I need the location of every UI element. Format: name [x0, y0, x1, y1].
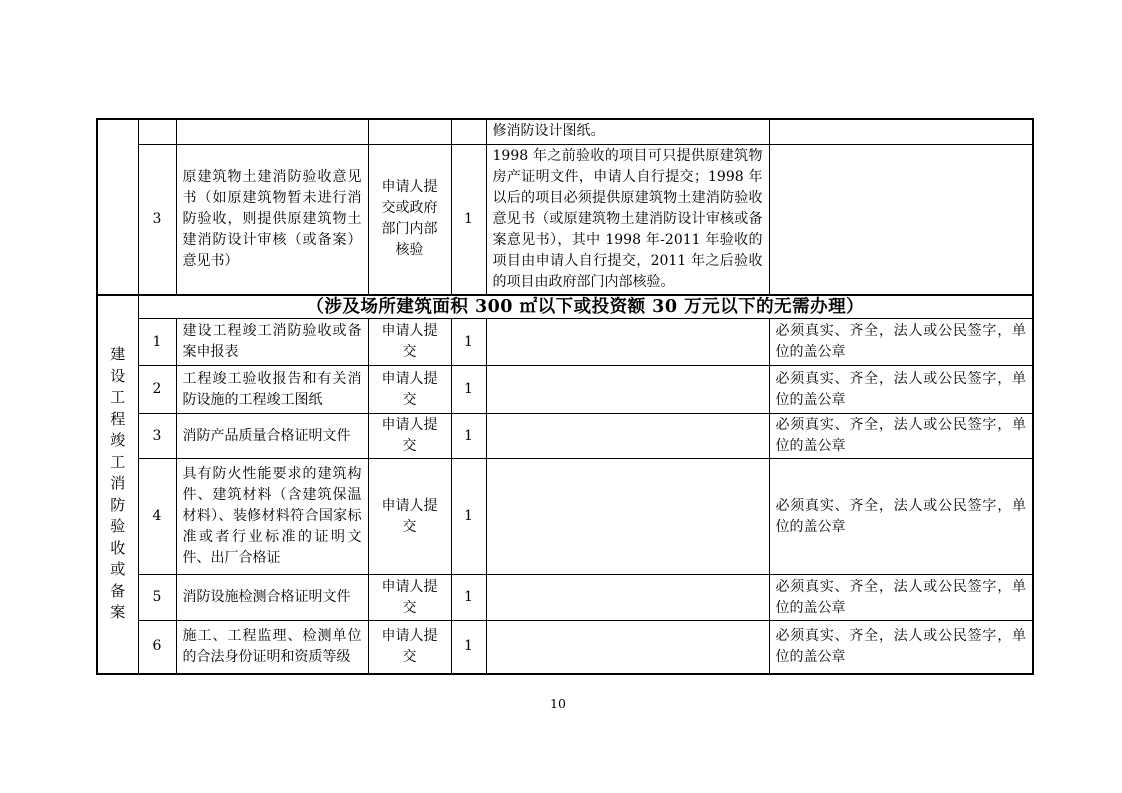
item-name-cell: [176, 119, 368, 144]
row-number-cell: 6: [138, 621, 176, 674]
row-number-cell: 5: [138, 575, 176, 621]
item-name-cell: 具有防火性能要求的建筑构件、建筑材料（含建筑保温材料）、装修材料符合国家标准或者行业标准的证明文件、出厂合格证: [176, 459, 368, 575]
row-number-cell: [138, 119, 176, 144]
copy-count-cell: [451, 119, 486, 144]
copy-count-cell: 1: [451, 575, 486, 621]
submit-method-cell: 申请人提交: [368, 414, 451, 459]
description-cell: 修消防设计图纸。: [486, 119, 769, 144]
page-number: 10: [550, 696, 566, 711]
copy-count-cell: 1: [451, 414, 486, 459]
copy-count-cell: 1: [451, 459, 486, 575]
submit-method-cell: 申请人提交: [368, 319, 451, 366]
category-cell-bottom: 建设工程竣工消防验收或备案: [97, 295, 138, 674]
description-cell: [486, 414, 769, 459]
description-cell: [486, 621, 769, 674]
requirement-note-cell: 必须真实、齐全，法人或公民签字，单位的盖公章: [769, 414, 1033, 459]
item-name-cell: 消防产品质量合格证明文件: [176, 414, 368, 459]
row-number-cell: 3: [138, 414, 176, 459]
requirement-note-cell: 必须真实、齐全，法人或公民签字，单位的盖公章: [769, 366, 1033, 414]
row-number-cell: 4: [138, 459, 176, 575]
description-cell: [486, 575, 769, 621]
description-cell: 1998 年之前验收的项目可只提供原建筑物房产证明文件，申请人自行提交；1998 年以后的项目必须提供原建筑物土建消防验收意见书（或原建筑物土建消防设计审核或备案意见书），其中 1998 年-2011 年验收的项目由申请人自行提交，2011 年之后验收的项目由政府部门内部核验。: [486, 144, 769, 295]
item-name-cell: 建设工程竣工消防验收或备案申报表: [176, 319, 368, 366]
requirement-note-cell: [769, 144, 1033, 295]
category-cell-top: [97, 119, 138, 295]
submit-method-cell: 申请人提交或政府部门内部核验: [368, 144, 451, 295]
requirement-note-cell: 必须真实、齐全，法人或公民签字，单位的盖公章: [769, 319, 1033, 366]
item-name-cell: 原建筑物土建消防验收意见书（如原建筑物暂未进行消防验收，则提供原建筑物土建消防设计审核（或备案）意见书）: [176, 144, 368, 295]
submit-method-cell: 申请人提交: [368, 621, 451, 674]
submit-method-cell: 申请人提交: [368, 366, 451, 414]
item-name-cell: 工程竣工验收报告和有关消防设施的工程竣工图纸: [176, 366, 368, 414]
copy-count-cell: 1: [451, 144, 486, 295]
section-header: （涉及场所建筑面积 300 ㎡以下或投资额 30 万元以下的无需办理）: [138, 295, 1033, 319]
copy-count-cell: 1: [451, 319, 486, 366]
requirements-table: [96, 118, 1034, 675]
submit-method-cell: 申请人提交: [368, 459, 451, 575]
row-number-cell: 2: [138, 366, 176, 414]
copy-count-cell: 1: [451, 366, 486, 414]
item-name-cell: 施工、工程监理、检测单位的合法身份证明和资质等级: [176, 621, 368, 674]
row-number-cell: 3: [138, 144, 176, 295]
description-cell: [486, 366, 769, 414]
submit-method-cell: [368, 119, 451, 144]
requirement-note-cell: 必须真实、齐全，法人或公民签字，单位的盖公章: [769, 575, 1033, 621]
copy-count-cell: 1: [451, 621, 486, 674]
requirement-note-cell: 必须真实、齐全，法人或公民签字，单位的盖公章: [769, 459, 1033, 575]
description-cell: [486, 319, 769, 366]
submit-method-cell: 申请人提交: [368, 575, 451, 621]
requirement-note-cell: 必须真实、齐全，法人或公民签字，单位的盖公章: [769, 621, 1033, 674]
description-cell: [486, 459, 769, 575]
row-number-cell: 1: [138, 319, 176, 366]
requirement-note-cell: [769, 119, 1033, 144]
item-name-cell: 消防设施检测合格证明文件: [176, 575, 368, 621]
